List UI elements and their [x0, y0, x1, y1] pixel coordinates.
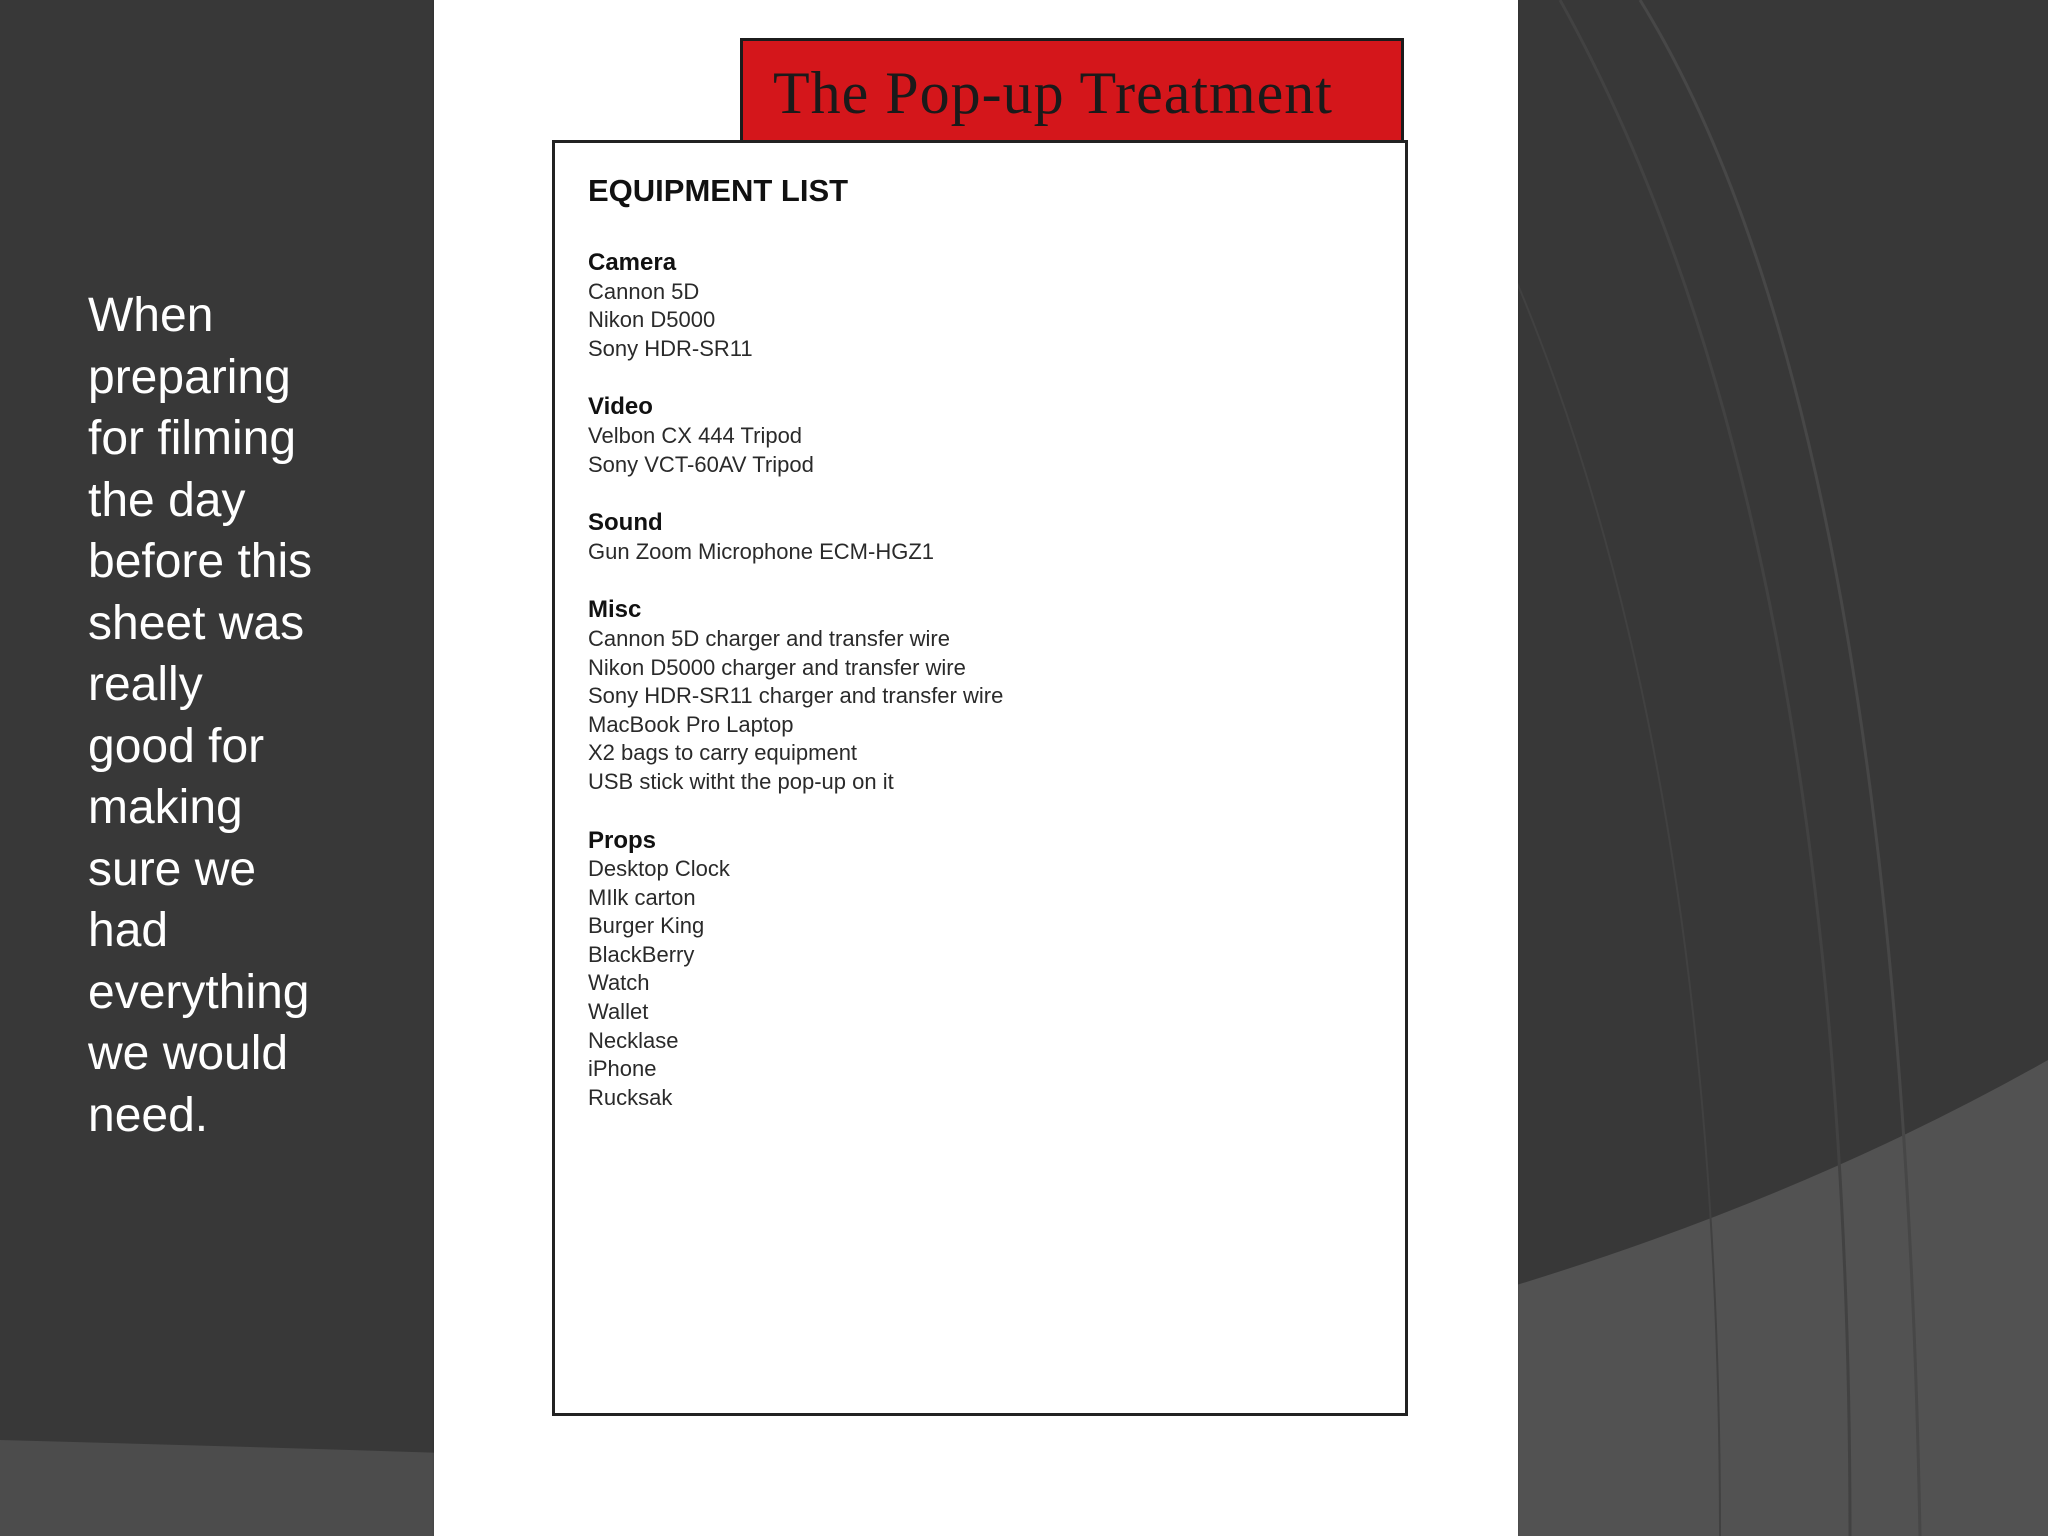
section-items: [588, 855, 1003, 1112]
section-items: [588, 278, 1003, 364]
equipment-sections: [588, 249, 1003, 1142]
section-sound: [588, 509, 1003, 566]
title-banner: [740, 38, 1404, 140]
list-item: BlackBerry: [588, 941, 695, 967]
list-item: Rucksak: [588, 1084, 673, 1110]
list-item: Nikon D5000: [588, 307, 716, 333]
section-video: [588, 393, 1003, 479]
equipment-sheet: [434, 0, 1518, 1536]
list-item: MacBook Pro Laptop: [588, 711, 794, 737]
list-item: Nikon D5000 charger and transfer wire: [588, 654, 966, 680]
list-item: Cannon 5D charger and transfer wire: [588, 625, 950, 651]
list-item: Sony HDR-SR11: [588, 335, 753, 361]
slide-caption: When preparing for filming the day before this sheet was really good for making sure we had everything we would need.: [88, 289, 313, 1142]
section-title: Misc: [588, 596, 642, 624]
list-item: Wallet: [588, 999, 649, 1025]
section-camera: [588, 249, 1003, 363]
list-item: Sony VCT-60AV Tripod: [588, 451, 814, 477]
banner-title: The Pop-up Treatment: [773, 60, 1333, 126]
list-item: Velbon CX 444 Tripod: [588, 422, 803, 448]
list-item: X2 bags to carry equipment: [588, 740, 858, 766]
section-props: [588, 827, 1003, 1113]
list-item: Watch: [588, 970, 650, 996]
list-item: iPhone: [588, 1056, 657, 1082]
list-item: Sony HDR-SR11 charger and transfer wire: [588, 683, 1004, 709]
section-items: [588, 538, 1003, 567]
section-title: Sound: [588, 509, 663, 537]
section-items: [588, 625, 1003, 797]
list-item: Gun Zoom Microphone ECM-HGZ1: [588, 538, 934, 564]
list-item: Necklase: [588, 1027, 679, 1053]
equipment-list-box: [552, 140, 1408, 1416]
section-title: Camera: [588, 249, 677, 276]
list-item: Cannon 5D: [588, 278, 700, 304]
section-title: Props: [588, 826, 657, 854]
list-item: Burger King: [588, 913, 705, 939]
list-item: USB stick witht the pop-up on it: [588, 768, 894, 794]
equipment-list-heading: EQUIPMENT LIST: [588, 173, 849, 208]
list-item: Desktop Clock: [588, 856, 730, 882]
list-item: MIlk carton: [588, 884, 696, 910]
section-items: [588, 422, 1003, 479]
section-title: Video: [588, 393, 653, 421]
section-misc: [588, 596, 1003, 796]
